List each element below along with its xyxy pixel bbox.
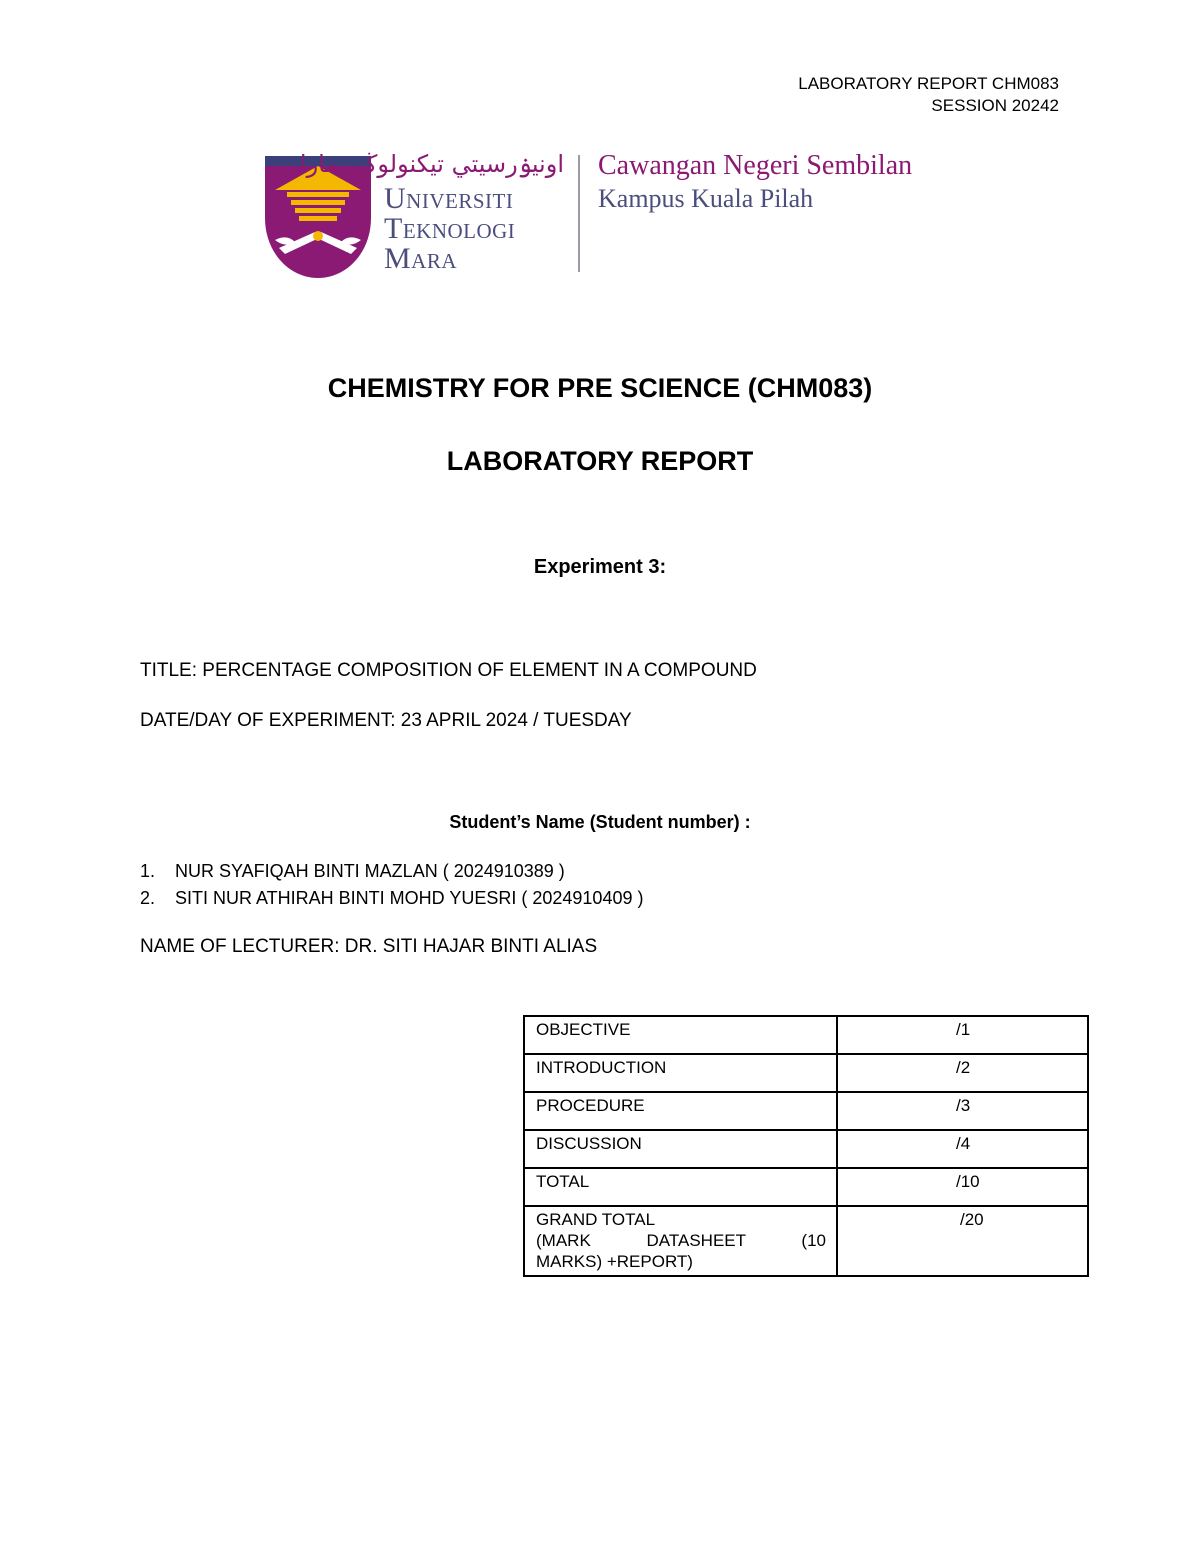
grand-total-note-line1: (MARK DATASHEET (10	[536, 1231, 826, 1250]
grand-total-score: /20	[837, 1206, 1088, 1276]
marks-label: DISCUSSION	[524, 1130, 837, 1168]
logo-campus-name: Kampus Kuala Pilah	[598, 184, 814, 213]
student-number: 2.	[140, 888, 156, 908]
student-name: SITI NUR ATHIRAH BINTI MOHD YUESRI ( 2024910409 )	[175, 888, 644, 908]
marks-score: /1	[837, 1016, 1088, 1054]
experiment-date: DATE/DAY OF EXPERIMENT: 23 APRIL 2024 / TUESDAY	[140, 710, 632, 731]
table-row	[524, 1054, 1088, 1092]
table-row	[524, 1016, 1088, 1054]
course-title: CHEMISTRY FOR PRE SCIENCE (CHM083)	[327, 373, 873, 403]
marks-label: OBJECTIVE	[524, 1016, 837, 1054]
table-row	[524, 1092, 1088, 1130]
marks-score: /10	[837, 1168, 1088, 1206]
students-list	[140, 858, 643, 912]
report-title: LABORATORY REPORT	[446, 446, 754, 476]
student-name: NUR SYAFIQAH BINTI MAZLAN ( 2024910389 )	[175, 861, 565, 881]
logo-name-teknologi: Teknologi	[384, 212, 516, 245]
table-row	[524, 1168, 1088, 1206]
marks-label: TOTAL	[524, 1168, 837, 1206]
experiment-number: Experiment 3:	[533, 556, 667, 578]
logo-divider	[578, 155, 580, 272]
marks-score: /3	[837, 1092, 1088, 1130]
grand-total-label-cell	[524, 1206, 837, 1276]
marks-table	[523, 1015, 1089, 1277]
grand-total-note-line2: MARKS) +REPORT)	[536, 1252, 693, 1271]
list-item	[140, 885, 643, 912]
marks-label: INTRODUCTION	[524, 1054, 837, 1092]
header-course-code: LABORATORY REPORT CHM083	[798, 74, 1059, 93]
experiment-title: TITLE: PERCENTAGE COMPOSITION OF ELEMENT IN A COMPOUND	[140, 660, 757, 681]
logo-name-universiti: Universiti	[384, 182, 514, 215]
students-heading: Student’s Name (Student number) :	[449, 812, 751, 832]
student-number: 1.	[140, 861, 156, 881]
marks-score: /4	[837, 1130, 1088, 1168]
list-item	[140, 858, 643, 885]
table-row	[524, 1130, 1088, 1168]
lecturer-name: NAME OF LECTURER: DR. SITI HAJAR BINTI ALIAS	[140, 936, 598, 957]
report-header	[798, 73, 1059, 117]
grand-total-label: GRAND TOTAL	[536, 1210, 656, 1229]
marks-label: PROCEDURE	[524, 1092, 837, 1130]
logo-jawi-script: اونيۏرسيتي تيكنولوڬي مارا	[299, 150, 564, 178]
logo-campus-branch: Cawangan Negeri Sembilan	[598, 150, 913, 181]
table-row	[524, 1206, 1088, 1276]
header-session: SESSION 20242	[931, 96, 1059, 115]
logo-wordmark	[384, 184, 515, 274]
marks-score: /2	[837, 1054, 1088, 1092]
logo-name-mara: Mara	[384, 242, 458, 275]
